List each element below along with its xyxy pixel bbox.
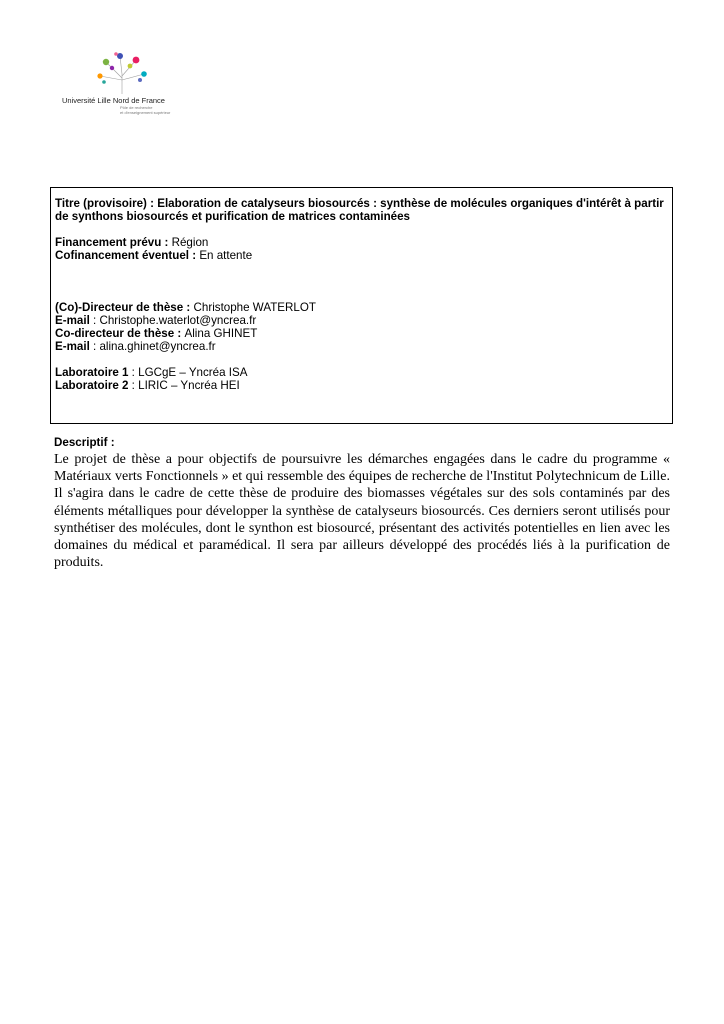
thesis-info-box [50, 187, 673, 424]
email2-label: E-mail [55, 340, 90, 353]
codirector1-line [55, 301, 668, 314]
cofunding-value: En attente [199, 249, 253, 262]
logo-dot [97, 73, 102, 78]
lab2-label: Laboratoire 2 [55, 379, 129, 392]
email2-value: : alina.ghinet@yncrea.fr [89, 340, 216, 353]
cofunding-line [55, 249, 668, 262]
logo-dot [128, 64, 133, 69]
email1-label: E-mail [55, 314, 90, 327]
lab1-line [55, 366, 668, 379]
description-section [54, 436, 670, 571]
logo-dot [103, 59, 109, 65]
codirector2-label: Co-directeur de thèse : [55, 327, 185, 340]
subtitle-line: et d'enseignement supérieur [120, 109, 171, 115]
cofunding-label: Cofinancement éventuel : [55, 249, 200, 262]
email2-line [55, 340, 668, 353]
description-heading: Descriptif : [54, 436, 115, 449]
thesis-title [55, 197, 668, 223]
logo-dot [102, 80, 106, 84]
codirector1-name: Christophe WATERLOT [193, 301, 316, 314]
description-body: Le projet de thèse a pour objectifs de poursuivre les démarches engagées dans le cadre du programme « Matériaux verts Fonctionnels » et qui ressemble des équipes de recherche de l'Institut Polytechnicum de Lille. Il s'agira dans le cadre de cette thèse de produire des biomasses végétales sur des sols contaminés par des éléments métalliques pour développer la synthèse de catalyseurs biosourcés. Ces derniers seront utilisés pour synthétiser des molécules, dont le synthon est biosourcé, présentant des activités potentielles en lien avec les domaines du médical et paramédical. Il sera par ailleurs développé des procédés liés à la purification de produits. [54, 452, 671, 571]
lab1-label: Laboratoire 1 [55, 366, 129, 379]
logo-dot [117, 53, 123, 59]
codirector1-label: (Co)-Directeur de thèse : [55, 301, 194, 314]
subtitle-line: Pôle de recherche [120, 105, 153, 110]
tree-logo-icon [92, 50, 152, 95]
university-name: Université Lille Nord de France [62, 96, 165, 105]
logo-dot [114, 52, 118, 56]
funding-label: Financement prévu : [55, 236, 172, 249]
logo-dot [141, 71, 147, 77]
lab1-value: : LGCgE – Yncréa ISA [128, 366, 248, 379]
codirector2-name: Alina GHINET [184, 327, 258, 340]
funding-line [55, 236, 668, 249]
university-logo [62, 50, 192, 120]
lab2-line [55, 379, 668, 392]
logo-dot [133, 57, 140, 64]
codirector2-line [55, 327, 668, 340]
logo-dot [138, 78, 142, 82]
university-subtitle [120, 106, 170, 115]
lab2-value: : LIRIC – Yncréa HEI [128, 379, 240, 392]
logo-dot [110, 66, 114, 70]
title-value: Elaboration de catalyseurs biosourcés : synthèse de molécules organiques d'intérêt à partir de synthons biosourcés et purification de matrices contaminées [55, 197, 664, 223]
funding-value: Région [171, 236, 209, 249]
email1-line [55, 314, 668, 327]
title-label: Titre (provisoire) : [55, 197, 158, 210]
email1-value: : Christophe.waterlot@yncrea.fr [89, 314, 257, 327]
